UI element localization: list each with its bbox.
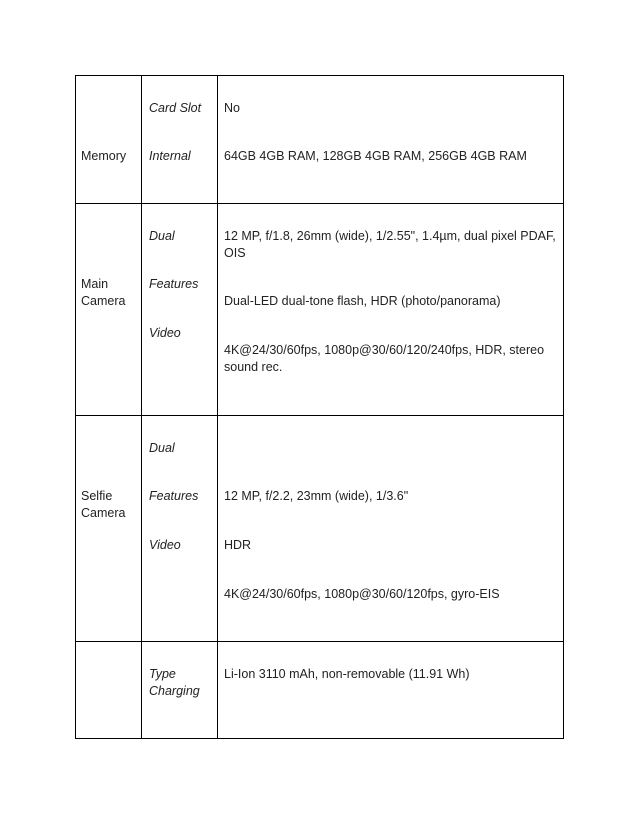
category-label-selfie-camera: Selfie Camera [81, 489, 126, 520]
subcategory-cell [142, 204, 218, 416]
spec-table [75, 75, 564, 739]
value-cell [218, 642, 564, 739]
table-row-battery [76, 642, 564, 739]
sub-label-features: Features [149, 277, 199, 291]
sub-label-features: Features [149, 489, 199, 503]
subcategory-cell [142, 642, 218, 739]
table-row-memory [76, 76, 564, 204]
category-cell [76, 642, 142, 739]
sub-label-video: Video [149, 538, 181, 552]
value-video: 4K@24/30/60fps, 1080p@30/60/120fps, gyro-EIS [224, 587, 500, 601]
subcategory-cell [142, 76, 218, 204]
sub-label-internal: Internal [149, 149, 191, 163]
value-features: HDR [224, 538, 252, 552]
value-dual: 12 MP, f/1.8, 26mm (wide), 1/2.55", 1.4µm, dual pixel PDAF, OIS [224, 229, 556, 260]
value-cell [218, 76, 564, 204]
sub-label-card-slot: Card Slot [149, 101, 202, 115]
value-dual: 12 MP, f/2.2, 23mm (wide), 1/3.6" [224, 489, 409, 503]
category-label-memory: Memory [81, 149, 127, 163]
sub-label-dual: Dual [149, 229, 175, 243]
category-label-main-camera: Main Camera [81, 277, 126, 308]
value-cell [218, 204, 564, 416]
sub-label-dual: Dual [149, 441, 175, 455]
value-video: 4K@24/30/60fps, 1080p@30/60/120/240fps, HDR, stereo sound rec. [224, 343, 545, 374]
value-internal: 64GB 4GB RAM, 128GB 4GB RAM, 256GB 4GB RAM [224, 149, 527, 163]
category-cell [76, 416, 142, 642]
subcategory-cell [142, 416, 218, 642]
category-cell [76, 76, 142, 204]
table-row-selfie-camera [76, 416, 564, 642]
table-row-main-camera [76, 204, 564, 416]
value-type: Li-Ion 3110 mAh, non-removable (11.91 Wh) [224, 667, 470, 681]
category-cell [76, 204, 142, 416]
sub-label-type-charging: Type Charging [149, 667, 200, 698]
value-features: Dual-LED dual-tone flash, HDR (photo/panorama) [224, 294, 501, 308]
sub-label-video: Video [149, 326, 181, 340]
value-card-slot: No [224, 101, 240, 115]
value-cell [218, 416, 564, 642]
